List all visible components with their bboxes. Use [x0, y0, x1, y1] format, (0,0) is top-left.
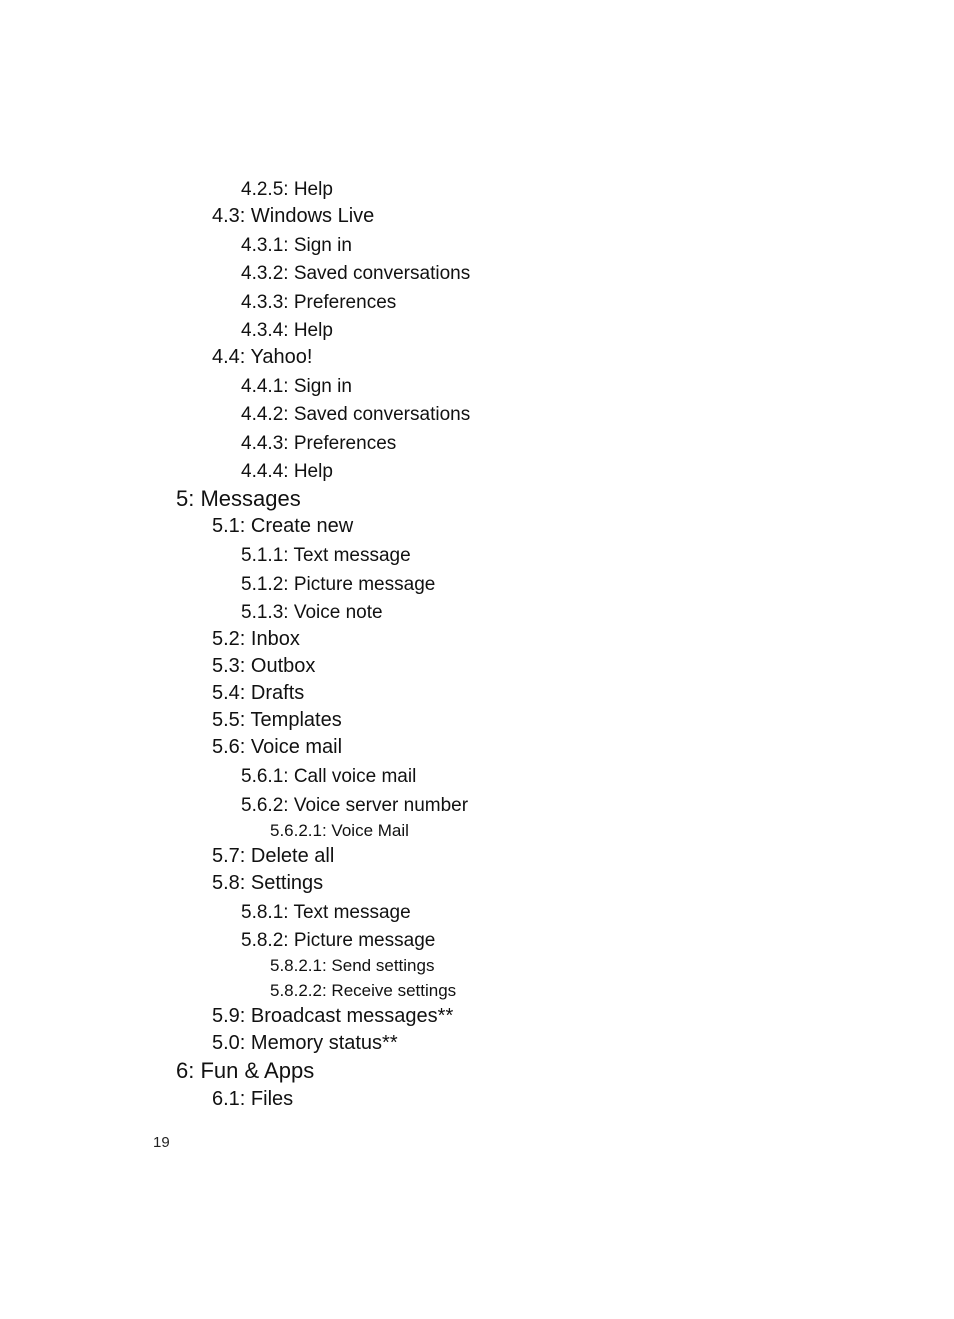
menu-item-4-4: 4.4: Yahoo! — [212, 346, 313, 368]
menu-item-4-3-1: 4.3.1: Sign in — [241, 235, 352, 256]
menu-item-4-4-2: 4.4.2: Saved conversations — [241, 404, 471, 425]
menu-item-5-6-2: 5.6.2: Voice server number — [241, 795, 469, 816]
menu-item-5: 5: Messages — [176, 486, 301, 511]
menu-item-5-1-1: 5.1.1: Text message — [241, 545, 411, 566]
menu-item-5-6: 5.6: Voice mail — [212, 736, 343, 758]
menu-item-5-2: 5.2: Inbox — [212, 628, 300, 650]
menu-item-6-1: 6.1: Files — [212, 1088, 294, 1110]
menu-item-4-3: 4.3: Windows Live — [212, 205, 375, 227]
menu-item-5-3: 5.3: Outbox — [212, 655, 316, 677]
menu-item-5-0: 5.0: Memory status** — [212, 1032, 398, 1054]
menu-item-5-7: 5.7: Delete all — [212, 845, 335, 867]
menu-item-5-8-2-1: 5.8.2.1: Send settings — [270, 956, 435, 975]
menu-item-4-3-2: 4.3.2: Saved conversations — [241, 263, 471, 284]
menu-item-6: 6: Fun & Apps — [176, 1058, 315, 1083]
menu-item-4-3-3: 4.3.3: Preferences — [241, 292, 397, 313]
menu-item-4-3-4: 4.3.4: Help — [241, 320, 333, 341]
page-number: 19 — [153, 1134, 170, 1151]
menu-item-5-8-2: 5.8.2: Picture message — [241, 930, 436, 951]
menu-item-5-8: 5.8: Settings — [212, 872, 324, 894]
menu-item-4-4-1: 4.4.1: Sign in — [241, 376, 352, 397]
menu-item-5-5: 5.5: Templates — [212, 709, 342, 731]
menu-item-4-2-5: 4.2.5: Help — [241, 179, 333, 200]
menu-item-5-9: 5.9: Broadcast messages** — [212, 1005, 454, 1027]
menu-item-4-4-3: 4.4.3: Preferences — [241, 433, 397, 454]
menu-item-4-4-4: 4.4.4: Help — [241, 461, 333, 482]
menu-item-5-1-2: 5.1.2: Picture message — [241, 574, 436, 595]
menu-item-5-1: 5.1: Create new — [212, 515, 354, 537]
menu-item-5-8-2-2: 5.8.2.2: Receive settings — [270, 981, 457, 1000]
menu-item-5-8-1: 5.8.1: Text message — [241, 902, 411, 923]
menu-item-5-1-3: 5.1.3: Voice note — [241, 602, 383, 623]
menu-item-5-4: 5.4: Drafts — [212, 682, 305, 704]
menu-item-5-6-2-1: 5.6.2.1: Voice Mail — [270, 821, 409, 840]
menu-item-5-6-1: 5.6.1: Call voice mail — [241, 766, 417, 787]
